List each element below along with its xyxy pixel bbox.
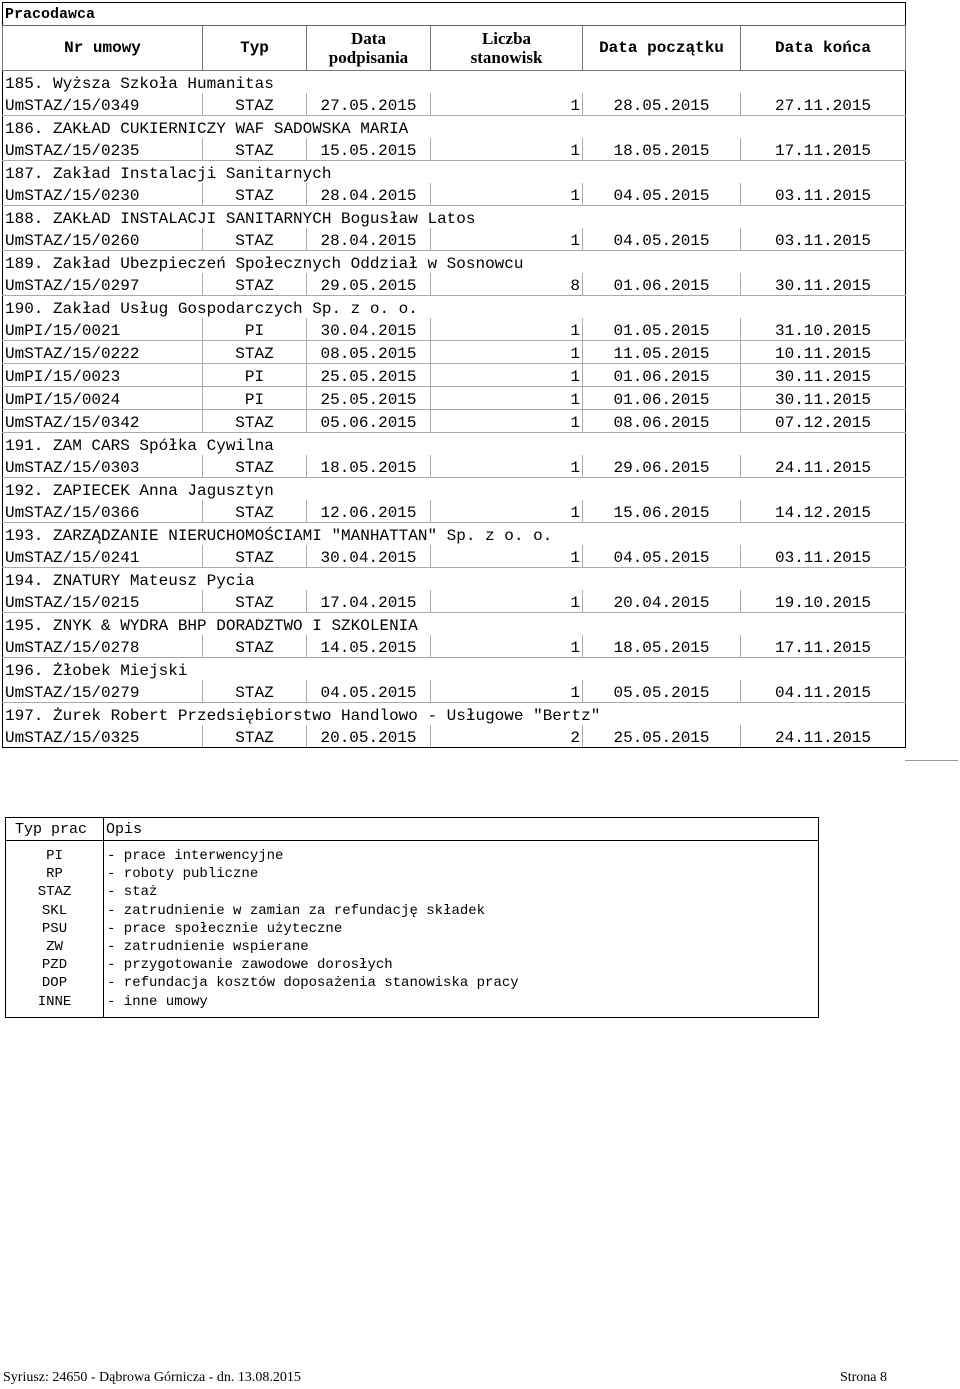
- legend-header-typ: Typ prac: [15, 821, 88, 838]
- contract-data-poczatku: 20.04.2015: [583, 590, 741, 613]
- contract-liczba-stanowisk: 1: [431, 93, 583, 116]
- contract-data-konca: 07.12.2015: [741, 410, 906, 433]
- contract-row: [3, 183, 906, 206]
- contract-data-konca: 27.11.2015: [741, 93, 906, 116]
- legend-item: [6, 866, 818, 884]
- contract-data-podpisania: 27.05.2015: [307, 93, 431, 116]
- contract-data-podpisania: 20.05.2015: [307, 725, 431, 748]
- legend-box: [5, 817, 819, 1018]
- contract-row: [3, 680, 906, 703]
- employer-row: [3, 251, 906, 274]
- contract-typ: PI: [203, 387, 307, 410]
- contract-data-podpisania: 18.05.2015: [307, 455, 431, 478]
- header-nr-umowy: Nr umowy: [3, 26, 203, 71]
- legend-description: - zatrudnienie w zamian za refundację składek: [107, 902, 486, 919]
- employer-row: [3, 613, 906, 636]
- header-data-poczatku: Data początku: [583, 26, 741, 71]
- contract-data-poczatku: 18.05.2015: [583, 138, 741, 161]
- contract-data-poczatku: 04.05.2015: [583, 183, 741, 206]
- contract-liczba-stanowisk: 1: [431, 455, 583, 478]
- contract-typ: STAZ: [203, 341, 307, 364]
- contract-nr: UmSTAZ/15/0260: [3, 228, 203, 251]
- legend-code: INNE: [37, 993, 72, 1010]
- contract-typ: STAZ: [203, 545, 307, 568]
- contract-data-podpisania: 28.04.2015: [307, 228, 431, 251]
- legend-code: PZD: [41, 957, 68, 974]
- employer-name: 186. ZAKŁAD CUKIERNICZY WAF SADOWSKA MARIA: [3, 116, 906, 139]
- employer-row: [3, 433, 906, 456]
- contract-data-konca: 14.12.2015: [741, 500, 906, 523]
- contract-data-poczatku: 01.06.2015: [583, 387, 741, 410]
- contract-data-poczatku: 04.05.2015: [583, 545, 741, 568]
- contract-data-poczatku: 29.06.2015: [583, 455, 741, 478]
- contract-data-podpisania: 17.04.2015: [307, 590, 431, 613]
- contract-data-podpisania: 30.04.2015: [307, 318, 431, 341]
- legend-item: [6, 994, 818, 1012]
- employer-name: 197. Żurek Robert Przedsiębiorstwo Handlowo - Usługowe "Bertz": [3, 703, 906, 726]
- legend-code: SKL: [41, 902, 68, 919]
- contract-data-poczatku: 11.05.2015: [583, 341, 741, 364]
- contract-data-poczatku: 15.06.2015: [583, 500, 741, 523]
- contract-row: [3, 341, 906, 364]
- employer-row: [3, 523, 906, 546]
- legend-description: - refundacja kosztów doposażenia stanowiska pracy: [107, 975, 519, 992]
- legend-code: DOP: [41, 975, 68, 992]
- contract-typ: STAZ: [203, 410, 307, 433]
- contract-data-konca: 03.11.2015: [741, 183, 906, 206]
- legend-description: - prace społecznie użyteczne: [107, 920, 343, 937]
- contract-nr: UmPI/15/0021: [3, 318, 203, 341]
- table-body: [3, 71, 906, 748]
- contract-liczba-stanowisk: 2: [431, 725, 583, 748]
- contract-row: [3, 635, 906, 658]
- employer-row: [3, 206, 906, 229]
- contract-data-konca: 04.11.2015: [741, 680, 906, 703]
- header-typ: Typ: [203, 26, 307, 71]
- contract-nr: UmPI/15/0023: [3, 364, 203, 387]
- contract-nr: UmSTAZ/15/0278: [3, 635, 203, 658]
- contract-row: [3, 455, 906, 478]
- contract-liczba-stanowisk: 1: [431, 318, 583, 341]
- contract-typ: PI: [203, 318, 307, 341]
- header-data-podpisania: Data podpisania: [307, 26, 431, 71]
- contract-data-podpisania: 25.05.2015: [307, 364, 431, 387]
- contract-liczba-stanowisk: 1: [431, 680, 583, 703]
- legend-item: [6, 921, 818, 939]
- contract-nr: UmSTAZ/15/0215: [3, 590, 203, 613]
- contract-row: [3, 410, 906, 433]
- legend-description: - zatrudnienie wspierane: [107, 939, 309, 955]
- contract-nr: UmSTAZ/15/0349: [3, 93, 203, 116]
- contract-typ: STAZ: [203, 183, 307, 206]
- header-data-konca: Data końca: [741, 26, 906, 71]
- legend-item: [6, 848, 818, 866]
- employer-name: 188. ZAKŁAD INSTALACJI SANITARNYCH Bogusław Latos: [3, 206, 906, 229]
- legend-code: STAZ: [37, 884, 72, 901]
- contract-liczba-stanowisk: 1: [431, 410, 583, 433]
- contract-data-poczatku: 05.05.2015: [583, 680, 741, 703]
- contract-row: [3, 725, 906, 748]
- contract-liczba-stanowisk: 1: [431, 138, 583, 161]
- contract-data-poczatku: 28.05.2015: [583, 93, 741, 116]
- employer-name: 193. ZARZĄDZANIE NIERUCHOMOŚCIAMI "MANHATTAN" Sp. z o. o.: [3, 523, 906, 546]
- legend-code: PI: [46, 848, 63, 864]
- contract-typ: PI: [203, 364, 307, 387]
- contract-nr: UmSTAZ/15/0366: [3, 500, 203, 523]
- legend-item: [6, 884, 818, 902]
- contract-liczba-stanowisk: 8: [431, 273, 583, 296]
- contract-liczba-stanowisk: 1: [431, 635, 583, 658]
- contract-data-konca: 10.11.2015: [741, 341, 906, 364]
- footer-page-number: Strona 8: [839, 1370, 887, 1385]
- contract-typ: STAZ: [203, 228, 307, 251]
- contract-nr: UmSTAZ/15/0297: [3, 273, 203, 296]
- employer-name: 195. ZNYK & WYDRA BHP DORADZTWO I SZKOLENIA: [3, 613, 906, 636]
- contract-data-konca: 30.11.2015: [741, 387, 906, 410]
- legend-item: [6, 939, 818, 957]
- contract-typ: STAZ: [203, 93, 307, 116]
- contract-liczba-stanowisk: 1: [431, 590, 583, 613]
- contract-data-podpisania: 05.06.2015: [307, 410, 431, 433]
- contract-row: [3, 318, 906, 341]
- legend-item: [6, 957, 818, 975]
- legend-code: PSU: [41, 920, 68, 937]
- contract-data-podpisania: 30.04.2015: [307, 545, 431, 568]
- contract-row: [3, 387, 906, 410]
- contract-data-podpisania: 29.05.2015: [307, 273, 431, 296]
- contract-nr: UmSTAZ/15/0342: [3, 410, 203, 433]
- legend-code: RP: [46, 866, 63, 883]
- employer-row: [3, 116, 906, 139]
- contract-data-konca: 30.11.2015: [741, 364, 906, 387]
- contract-liczba-stanowisk: 1: [431, 183, 583, 206]
- employer-row: [3, 161, 906, 184]
- contract-data-podpisania: 04.05.2015: [307, 680, 431, 703]
- contract-row: [3, 500, 906, 523]
- contract-data-poczatku: 25.05.2015: [583, 725, 741, 748]
- employer-name: 185. Wyższa Szkoła Humanitas: [3, 71, 906, 94]
- legend-description: - staż: [107, 884, 158, 901]
- legend-item: [6, 903, 818, 921]
- contract-data-podpisania: 15.05.2015: [307, 138, 431, 161]
- contract-data-poczatku: 01.05.2015: [583, 318, 741, 341]
- contracts-table: [2, 2, 906, 748]
- contract-data-podpisania: 14.05.2015: [307, 635, 431, 658]
- employer-row: [3, 703, 906, 726]
- contract-data-poczatku: 08.06.2015: [583, 410, 741, 433]
- contract-data-konca: 17.11.2015: [741, 635, 906, 658]
- contract-liczba-stanowisk: 1: [431, 545, 583, 568]
- employer-name: 194. ZNATURY Mateusz Pycia: [3, 568, 906, 591]
- contract-data-konca: 03.11.2015: [741, 545, 906, 568]
- legend-code: ZW: [46, 939, 63, 955]
- contract-nr: UmSTAZ/15/0222: [3, 341, 203, 364]
- contract-liczba-stanowisk: 1: [431, 500, 583, 523]
- contract-typ: STAZ: [203, 590, 307, 613]
- legend-description: - roboty publiczne: [107, 866, 259, 883]
- employer-name: 187. Zakład Instalacji Sanitarnych: [3, 161, 906, 184]
- employer-row: [3, 568, 906, 591]
- legend-header: [6, 818, 818, 841]
- contract-data-podpisania: 25.05.2015: [307, 387, 431, 410]
- employer-row: [3, 71, 906, 94]
- contract-data-konca: 17.11.2015: [741, 138, 906, 161]
- contract-typ: STAZ: [203, 680, 307, 703]
- contract-data-podpisania: 28.04.2015: [307, 183, 431, 206]
- contract-liczba-stanowisk: 1: [431, 341, 583, 364]
- contract-data-konca: 24.11.2015: [741, 725, 906, 748]
- employer-row: [3, 478, 906, 501]
- employer-row: [3, 658, 906, 681]
- contract-row: [3, 545, 906, 568]
- contract-row: [3, 590, 906, 613]
- contract-typ: STAZ: [203, 635, 307, 658]
- contract-nr: UmSTAZ/15/0241: [3, 545, 203, 568]
- contract-data-poczatku: 04.05.2015: [583, 228, 741, 251]
- contract-data-podpisania: 08.05.2015: [307, 341, 431, 364]
- contract-data-poczatku: 01.06.2015: [583, 364, 741, 387]
- legend-description: - inne umowy: [107, 993, 208, 1010]
- contract-nr: UmSTAZ/15/0325: [3, 725, 203, 748]
- legend-item: [6, 975, 818, 993]
- contract-data-konca: 30.11.2015: [741, 273, 906, 296]
- contract-row: [3, 228, 906, 251]
- employer-name: 196. Żłobek Miejski: [3, 658, 906, 681]
- contract-data-konca: 03.11.2015: [741, 228, 906, 251]
- legend-description: - przygotowanie zawodowe dorosłych: [107, 957, 393, 974]
- contract-liczba-stanowisk: 1: [431, 228, 583, 251]
- legend-header-opis: Opis: [106, 821, 143, 838]
- contracts-table-wrapper: [2, 2, 905, 748]
- contract-row: [3, 138, 906, 161]
- contract-data-poczatku: 01.06.2015: [583, 273, 741, 296]
- employer-name: 189. Zakład Ubezpieczeń Społecznych Oddział w Sosnowcu: [3, 251, 906, 274]
- contract-typ: STAZ: [203, 725, 307, 748]
- contract-data-konca: 31.10.2015: [741, 318, 906, 341]
- employer-row: [3, 296, 906, 319]
- contract-typ: STAZ: [203, 138, 307, 161]
- contract-nr: UmSTAZ/15/0303: [3, 455, 203, 478]
- table-title: Pracodawca: [3, 3, 906, 26]
- footer-source: Syriusz: 24650 - Dąbrowa Górnicza - dn. 13.08.2015: [3, 1370, 301, 1385]
- employer-name: 190. Zakład Usług Gospodarczych Sp. z o. o.: [3, 296, 906, 319]
- contract-typ: STAZ: [203, 500, 307, 523]
- contract-nr: UmSTAZ/15/0279: [3, 680, 203, 703]
- employer-name: 192. ZAPIECEK Anna Jagusztyn: [3, 478, 906, 501]
- contract-row: [3, 93, 906, 116]
- table-end-line: [905, 760, 958, 761]
- contract-row: [3, 364, 906, 387]
- contract-data-konca: 19.10.2015: [741, 590, 906, 613]
- contract-data-podpisania: 12.06.2015: [307, 500, 431, 523]
- contract-nr: UmSTAZ/15/0235: [3, 138, 203, 161]
- contract-liczba-stanowisk: 1: [431, 387, 583, 410]
- legend-description: - prace interwencyjne: [107, 848, 284, 864]
- header-liczba-stanowisk: Liczba stanowisk: [431, 26, 583, 71]
- contract-typ: STAZ: [203, 273, 307, 296]
- contract-typ: STAZ: [203, 455, 307, 478]
- contract-row: [3, 273, 906, 296]
- contract-liczba-stanowisk: 1: [431, 364, 583, 387]
- employer-name: 191. ZAM CARS Spółka Cywilna: [3, 433, 906, 456]
- contract-nr: UmSTAZ/15/0230: [3, 183, 203, 206]
- contract-data-poczatku: 18.05.2015: [583, 635, 741, 658]
- contract-nr: UmPI/15/0024: [3, 387, 203, 410]
- contract-data-konca: 24.11.2015: [741, 455, 906, 478]
